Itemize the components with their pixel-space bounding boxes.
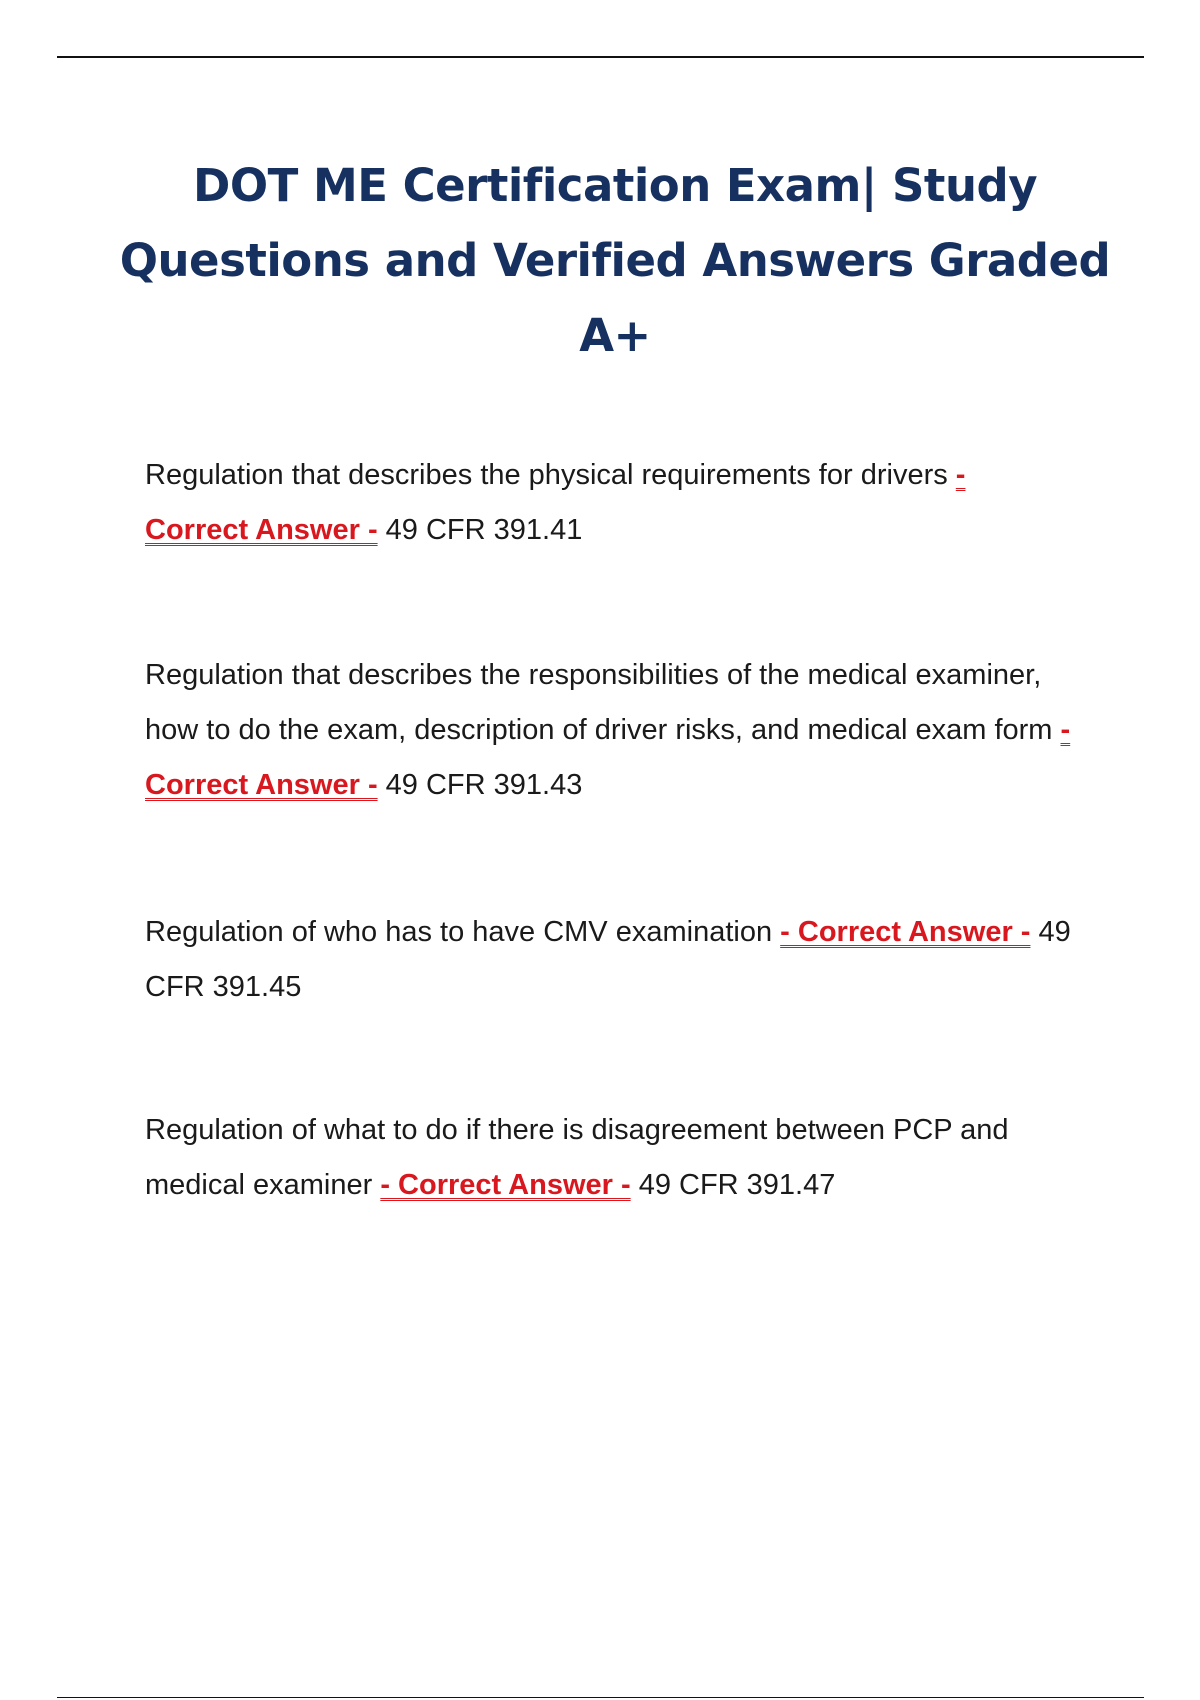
answer-text: 49 CFR 391.47 — [638, 1169, 836, 1201]
question-text: Regulation that describes the responsibilities of the medical examiner, how to do the exam, description of driver risks, and medical exam form — [145, 659, 1053, 746]
answer-text: 49 CFR 391.41 — [385, 514, 583, 546]
document-title: DOT ME Certification Exam| Study Questions and Verified Answers Graded A+ — [119, 159, 1111, 362]
answer-text: 49 CFR 391.43 — [385, 769, 583, 801]
correct-answer-marker: - Correct Answer - — [145, 459, 966, 546]
qa-item — [145, 648, 1075, 813]
question-text: Regulation of what to do if there is disagreement between PCP and medical examiner — [145, 1114, 1009, 1201]
question-text: Regulation that describes the physical requirements for drivers — [145, 459, 948, 491]
question-text: Regulation of who has to have CMV examination — [145, 916, 773, 948]
qa-item — [145, 448, 1075, 558]
header-rule — [57, 56, 1144, 58]
answer-text: 49 CFR 391.45 — [145, 916, 1071, 1003]
qa-item — [145, 1103, 1075, 1213]
correct-answer-marker: - Correct Answer - — [145, 714, 1071, 801]
footer-rule — [57, 1697, 1144, 1698]
correct-answer-marker: - Correct Answer - — [780, 916, 1031, 948]
correct-answer-marker: - Correct Answer - — [380, 1169, 631, 1201]
qa-item — [145, 905, 1075, 1015]
